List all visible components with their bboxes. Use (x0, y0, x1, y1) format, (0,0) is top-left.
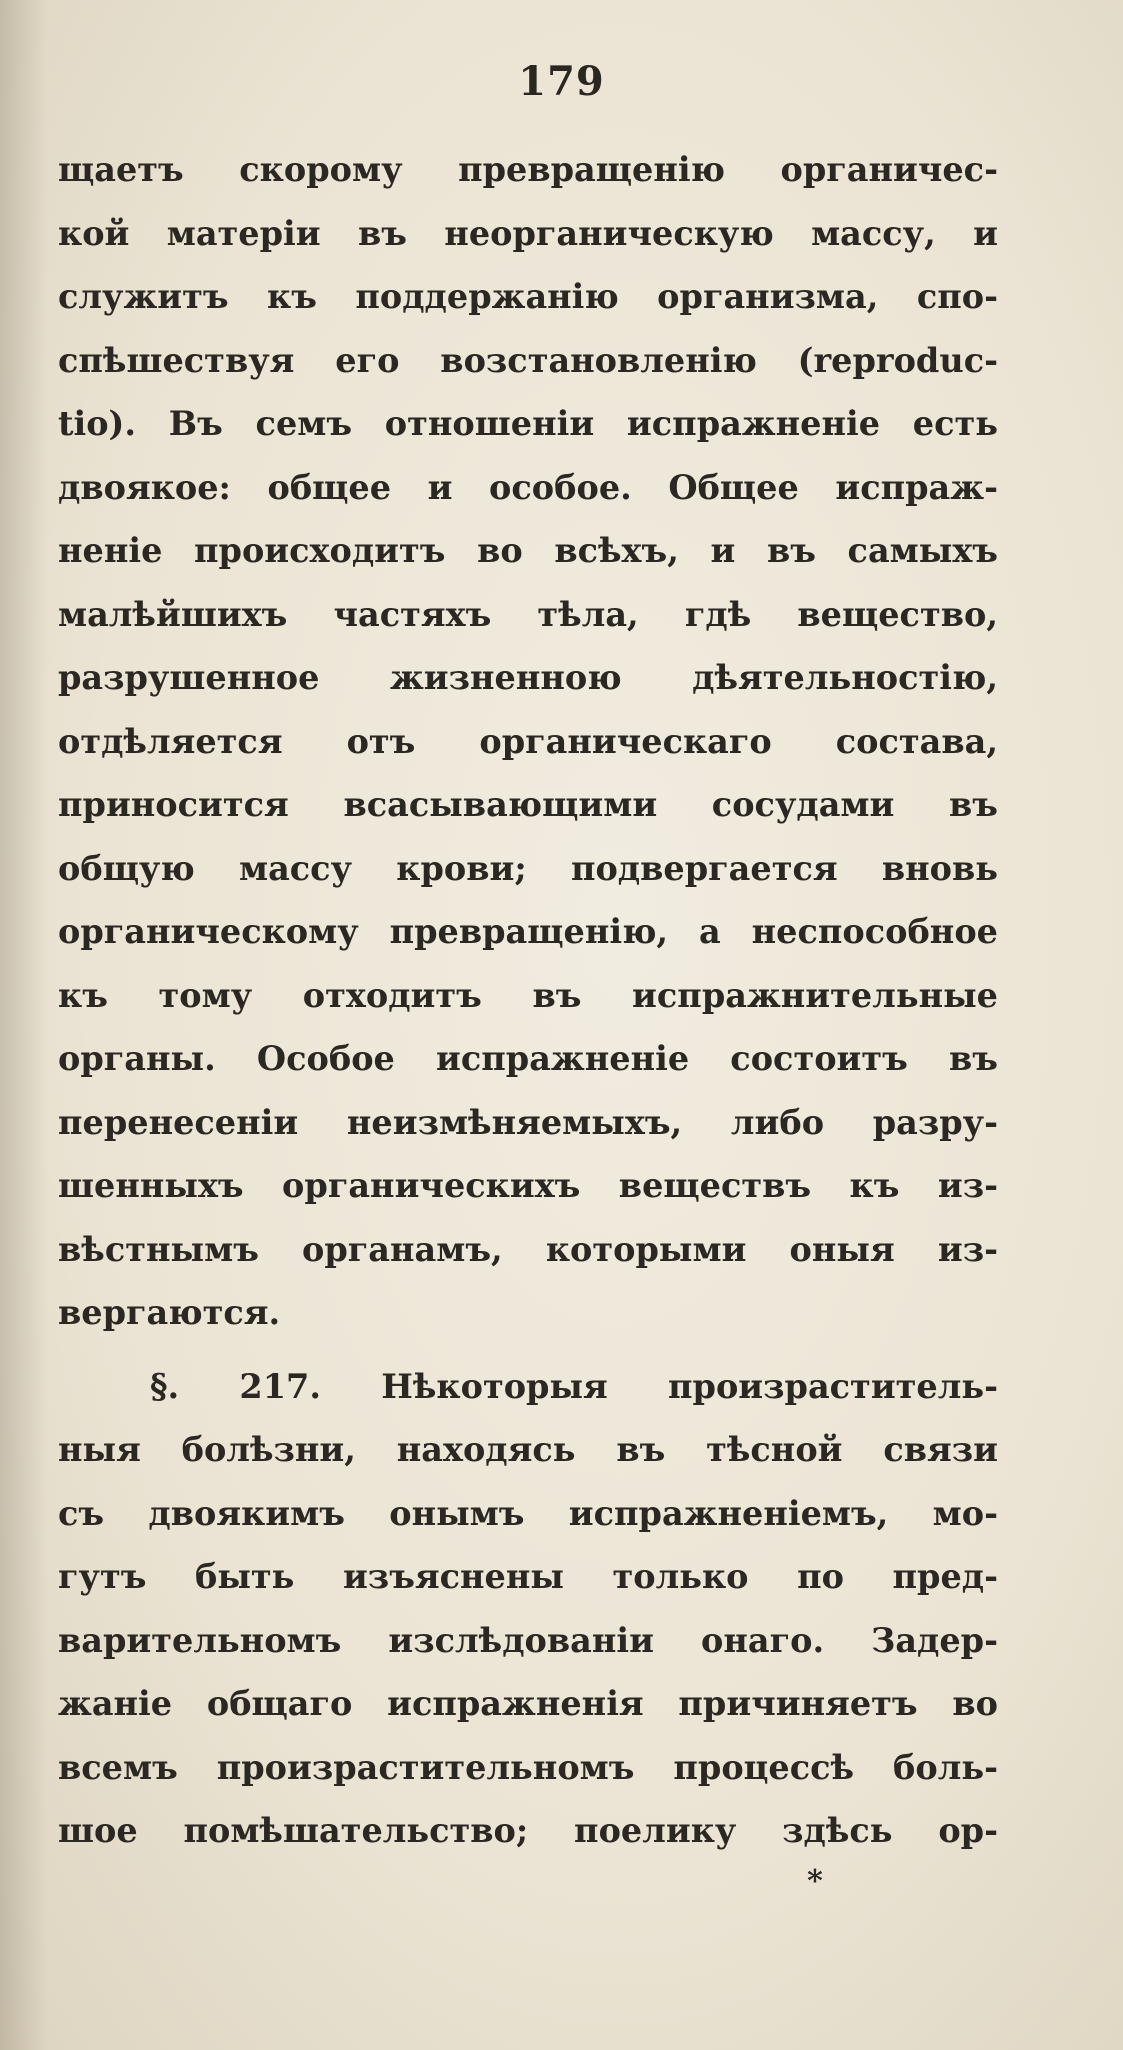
text-line: вѣстнымъ органамъ, которыми оныя из- (58, 1229, 998, 1269)
section-heading-line: §. 217. Нѣкоторыя произраститель- (150, 1366, 998, 1406)
paragraph-2 (58, 1355, 998, 1863)
text-line: шенныхъ органическихъ веществъ къ из- (58, 1166, 998, 1205)
text-line: перенесеніи неизмѣняемыхъ, либо разру- (58, 1102, 998, 1142)
text-line: спѣшествуя его возстановленію (reproduc- (58, 340, 998, 380)
text-line: служитъ къ поддержанію организма, спо- (58, 277, 998, 316)
text-line: кой матеріи въ неорганическую массу, и (58, 213, 998, 253)
paragraph-gap (58, 1345, 998, 1355)
text-line: малѣйшихъ частяхъ тѣла, гдѣ вещество, (58, 594, 998, 634)
text-line: всемъ произрастительномъ процессѣ боль- (58, 1747, 998, 1787)
body-text (58, 138, 998, 1863)
text-line: неніе происходитъ во всѣхъ, и въ самыхъ (58, 531, 998, 570)
text-line: съ двоякимъ онымъ испражненіемъ, мо- (58, 1493, 998, 1533)
paragraph-1 (58, 138, 998, 1345)
text-line: tio). Въ семъ отношеніи испражненіе есть (58, 404, 998, 443)
text-line: общую массу крови; подвергается вновь (58, 848, 998, 888)
text-line: приносится всасывающими сосудами въ (58, 785, 998, 824)
text-line: органы. Особое испражненіе состоитъ въ (58, 1039, 998, 1078)
text-line: разрушенное жизненною дѣятельностію, (58, 658, 998, 697)
text-line: органическому превращенію, а неспособное (58, 912, 998, 951)
text-line: гутъ быть изъяснены только по пред- (58, 1557, 998, 1596)
signature-mark: * (807, 1864, 823, 1899)
text-line: щаетъ скорому превращенію органичес- (58, 150, 998, 189)
text-line: варительномъ изслѣдованіи онаго. Задер- (58, 1620, 998, 1660)
text-line: шое помѣшательство; поелику здѣсь ор- (58, 1811, 998, 1850)
text-line: отдѣляется отъ органическаго состава, (58, 721, 998, 761)
gutter-shadow (0, 0, 48, 2050)
text-line: къ тому отходитъ въ испражнительные (58, 975, 998, 1015)
text-line: ныя болѣзни, находясь въ тѣсной связи (58, 1430, 998, 1469)
text-line: вергаются. (58, 1293, 281, 1332)
text-line: двоякое: общее и особое. Общее испраж- (58, 467, 998, 507)
page-number: 179 (518, 58, 605, 105)
text-line: жаніе общаго испражненія причиняетъ во (58, 1684, 998, 1723)
